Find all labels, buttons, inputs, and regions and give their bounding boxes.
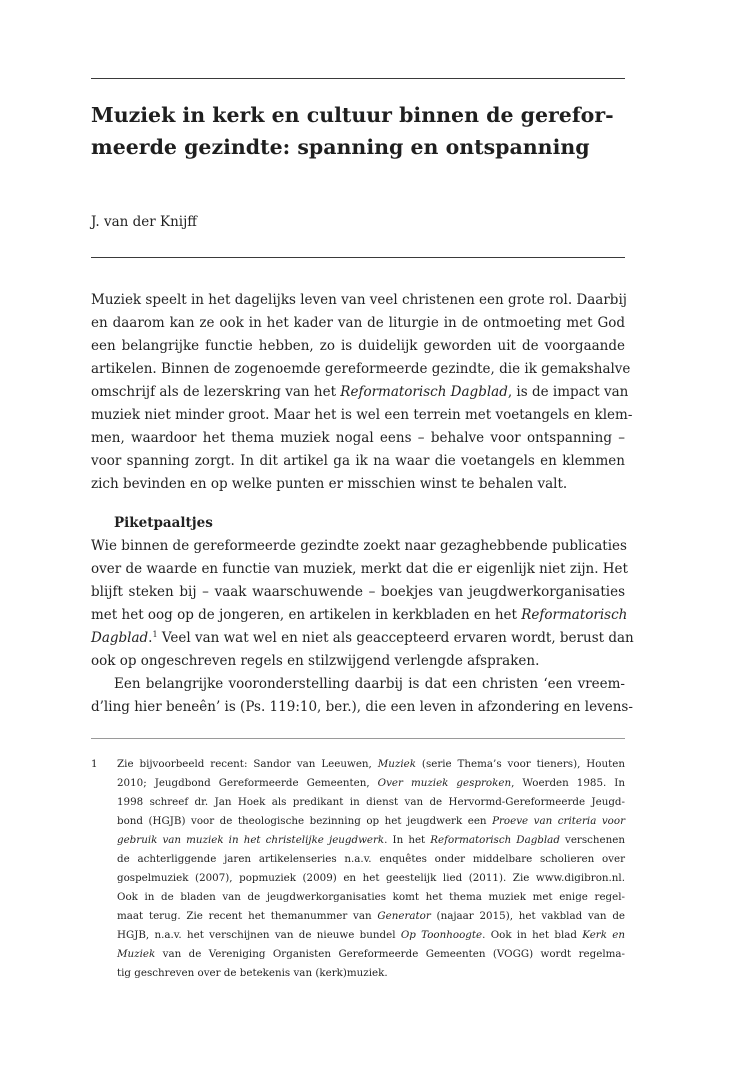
footnote-number: 1 <box>91 758 98 770</box>
text-line: een belangrijke functie hebben, zo is duidelijk geworden uit de voorgaande <box>91 338 625 354</box>
footnote-line: gospelmuziek (2007), popmuziek (2009) en het geestelijk lied (2011). Zie www.digibron.nl. <box>117 872 625 884</box>
book-title: Op Toonhoogte <box>400 929 483 941</box>
text-line: d’ling hier beneên’ is (Ps. 119:10, ber.), die een leven in afzondering en levens- <box>91 699 633 715</box>
text-line: ook op ongeschreven regels en stilzwijgend verlengde afspraken. <box>91 653 540 669</box>
newspaper-title: Reformatorisch Dagblad <box>430 834 560 846</box>
text-line: en daarom kan ze ook in het kader van de liturgie in de ontmoeting met God <box>91 315 625 331</box>
top-rule <box>91 78 625 79</box>
text-span: (najaar 2015), het vakblad van de <box>430 910 625 922</box>
footnote-line <box>117 755 625 774</box>
text-line: over de waarde en functie van muziek, merkt dat die er eigenlijk niet zijn. Het <box>91 561 628 577</box>
text-span: Zie bijvoorbeeld recent: Sandor van Leeuwen, <box>117 758 378 770</box>
magazine-title: Muziek <box>117 948 156 960</box>
section-heading: Piketpaaltjes <box>114 515 213 531</box>
text-span: maat terug. Zie recent het themanummer van <box>117 910 378 922</box>
footnote-line <box>117 907 625 926</box>
text-span: (serie Thema’s voor tieners), Houten <box>415 758 625 770</box>
newspaper-title: Dagblad <box>91 630 149 646</box>
text-line: Een belangrijke vooronderstelling daarbij is dat een christen ‘een vreem- <box>114 676 625 692</box>
footnote-line: de achterliggende jaren artikelenseries n.a.v. enquêtes onder middelbare scholieren over <box>117 853 625 865</box>
text-span: , is de impact van <box>507 384 629 400</box>
text-line: voor spanning zorgt. In dit artikel ga ik na waar die voetangels en klemmen <box>91 453 625 469</box>
text-line: men, waardoor het thema muziek nogal eens – behalve voor ontspanning – <box>91 430 625 446</box>
article-title-line-2: meerde gezindte: spanning en ontspanning <box>91 135 590 159</box>
footnote-line: Ook in de bladen van de jeugdwerkorganisaties komt het thema muziek met enige regel- <box>117 891 625 903</box>
author-rule <box>91 257 625 258</box>
book-title: gebruik van muziek in het christelijke jeugdwerk <box>117 834 385 846</box>
footnote-line <box>117 945 625 964</box>
newspaper-title: Reformatorisch <box>521 607 628 623</box>
footnote-line: 1998 schreef dr. Jan Hoek als predikant in dienst van de Hervormd-Gereformeerde Jeugd- <box>117 796 625 808</box>
text-span: 2010; Jeugdbond Gereformeerde Gemeenten, <box>117 777 378 789</box>
text-line <box>91 383 629 401</box>
text-span: . <box>148 630 153 646</box>
text-line: muziek niet minder groot. Maar het is wel een terrein met voetangels en klem- <box>91 407 633 423</box>
text-span: van de Vereniging Organisten Gereformeerde Gemeenten (VOGG) wordt regelma- <box>155 948 625 960</box>
text-span: . In het <box>384 834 431 846</box>
magazine-title: Generator <box>377 910 431 922</box>
footnote-line <box>117 831 625 850</box>
text-span: Veel van wat wel en niet als geaccepteerd ervaren wordt, berust dan <box>157 630 634 646</box>
footnote-line <box>117 774 625 793</box>
newspaper-title: Reformatorisch Dagblad <box>340 384 508 400</box>
text-line: Muziek speelt in het dagelijks leven van veel christenen een grote rol. Daarbij <box>91 292 627 308</box>
author-name: J. van der Knijff <box>91 214 197 230</box>
text-line: Wie binnen de gereformeerde gezindte zoekt naar gezaghebbende publicaties <box>91 538 627 554</box>
text-span: . Ook in het blad <box>482 929 583 941</box>
text-line <box>91 629 634 647</box>
article-title-line-1: Muziek in kerk en cultuur binnen de gerefor- <box>91 103 614 127</box>
text-span: omschrijf als de lezerskring van het <box>91 384 341 400</box>
text-line: artikelen. Binnen de zogenoemde gereformeerde gezindte, die ik gemakshalve <box>91 361 631 377</box>
text-span: bond (HGJB) voor de theologische bezinning op het jeugdwerk een <box>117 815 493 827</box>
text-span: met het oog op de jongeren, en artikelen in kerkbladen en het <box>91 607 522 623</box>
magazine-title: Kerk en <box>582 929 625 941</box>
text-line: zich bevinden en op welke punten er misschien winst te behalen valt. <box>91 476 568 492</box>
text-span: HGJB, n.a.v. het verschijnen van de nieuwe bundel <box>117 929 401 941</box>
text-span: verschenen <box>559 834 625 846</box>
footnote-reference[interactable]: 1 <box>152 630 158 639</box>
footnote-line <box>117 926 625 945</box>
text-span: , Woerden 1985. In <box>511 777 625 789</box>
footnote-line <box>117 812 625 831</box>
book-title: Muziek <box>377 758 416 770</box>
footnote-line: tig geschreven over de betekenis van (kerk)muziek. <box>117 967 388 979</box>
text-line: blijft steken bij – vaak waarschuwende – boekjes van jeugdwerkorganisaties <box>91 584 625 600</box>
book-title: Over muziek gesproken <box>377 777 512 789</box>
text-line <box>91 606 628 624</box>
book-title: Proeve van criteria voor <box>492 815 626 827</box>
footnote-rule <box>91 738 625 739</box>
